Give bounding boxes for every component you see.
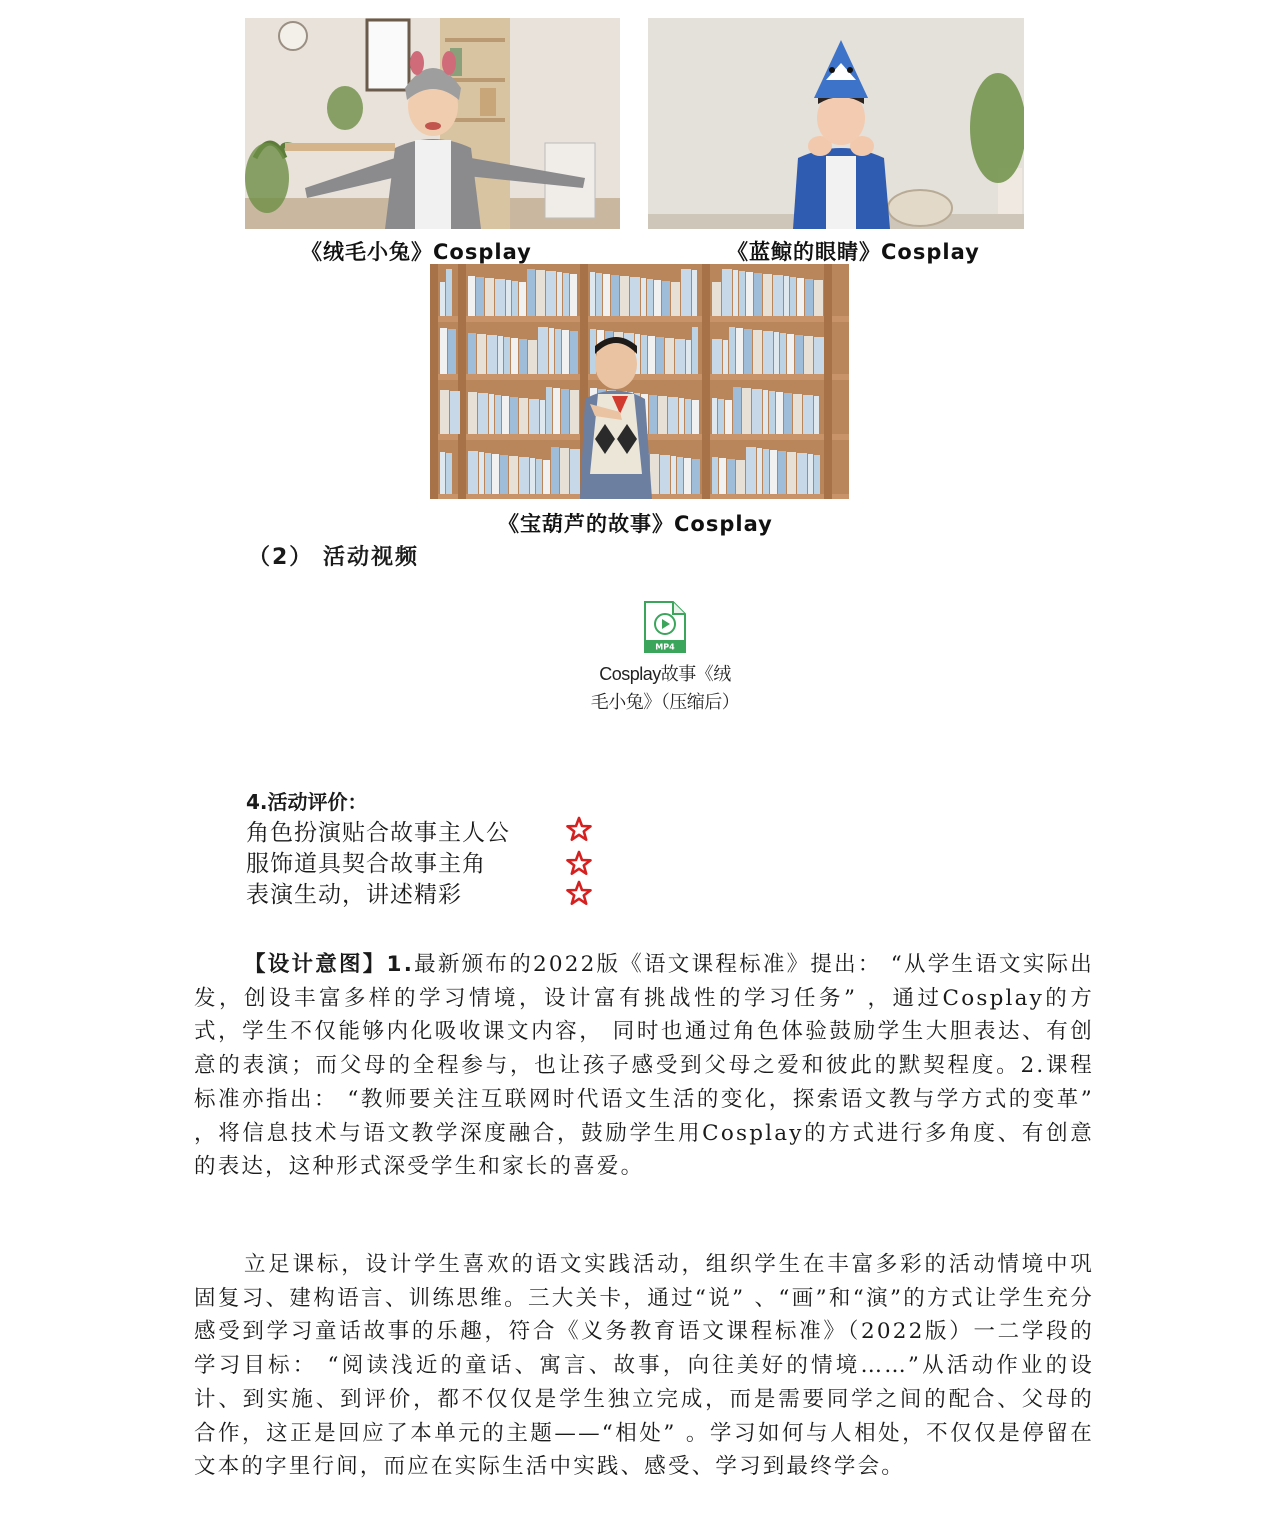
evaluation-item: 表演生动，讲述精彩	[246, 882, 462, 908]
file-name-line1: Cosplay故事《绒	[599, 664, 731, 684]
section-heading: （2） 活动视频	[248, 545, 419, 570]
photo-caption: 《蓝鲸的眼睛》Cosplay	[727, 240, 980, 264]
file-name-line2: 毛小兔》（压缩后）	[590, 692, 740, 712]
photo-fluffy-rabbit-cosplay	[245, 18, 620, 229]
star-icon	[566, 816, 592, 842]
design-intent-paragraph	[194, 948, 1094, 1184]
summary-paragraph: 立足课标，设计学生喜欢的语文实践活动，组织学生在丰富多彩的活动情境中巩固复习、建构语言、训练思维。三大关卡，通过“说” 、“画”和“演”的方式让学生充分感受到学习童话故事的乐趣，符合《义务教育语文课程标准》（2022版）一二学段的学习目标： “阅读浅近的童话、寓言、故事，向往美好的情境……”从活动作业的设计、到实施、到评价，都不仅仅是学生独立完成，而是需要同学之间的配合、父母的合作，这正是回应了本单元的主题——“相处” 。学习如何与人相处，不仅仅是停留在文本的字里行间，而应在实际生活中实践、感受、学习到最终学会。	[194, 1252, 1094, 1480]
mp4-file-icon	[643, 600, 687, 654]
star-icon	[566, 880, 592, 906]
photo-magic-gourd-cosplay	[430, 264, 849, 499]
photo-caption: 《绒毛小兔》Cosplay	[301, 240, 532, 264]
evaluation-item: 角色扮演贴合故事主人公	[246, 820, 510, 846]
mp4-file-attachment[interactable]	[560, 600, 770, 716]
mp4-type-badge: MP4	[655, 642, 675, 652]
evaluation-title: 4.活动评价：	[246, 790, 368, 814]
photo-blue-whale-eyes-cosplay	[648, 18, 1024, 229]
photo-caption: 《宝葫芦的故事》Cosplay	[498, 512, 773, 536]
star-icon	[566, 850, 592, 876]
evaluation-item: 服饰道具契合故事主角	[246, 851, 486, 877]
design-intent-text: 最新颁布的2022版《语文课程标准》提出： “从学生语文实际出发，创设丰富多样的学习情境，设计富有挑战性的学习任务” ，通过Cosplay的方式，学生不仅能够内化吸收课文内容， 同时也通过角色体验鼓励学生大胆表达、有创意的表演；而父母的全程参与，也让孩子感受到父母之爱和彼此的默契程度。2.课程标准亦指出： “教师要关注互联网时代语文生活的变化，探索语文教与学方式的变革” ，将信息技术与语文教学深度融合，鼓励学生用Cosplay的方式进行多角度、有创意的表达，这种形式深受学生和家长的喜爱。	[194, 952, 1094, 1180]
design-intent-label: 【设计意图】1.	[244, 952, 415, 977]
